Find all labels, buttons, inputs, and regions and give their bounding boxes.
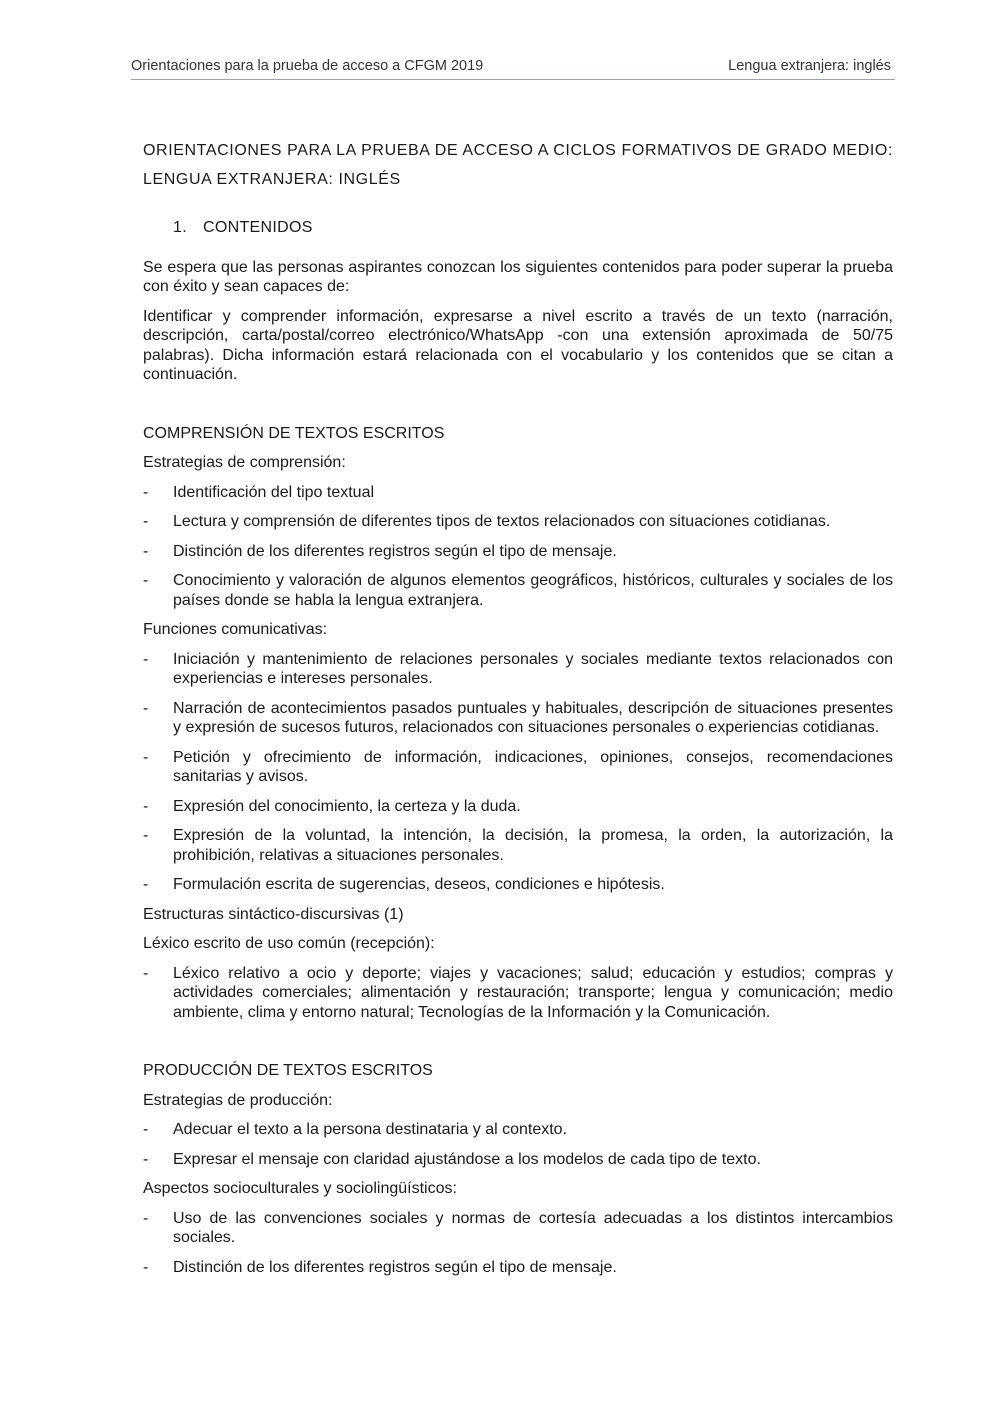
- list-item: - Uso de las convenciones sociales y normas de cortesía adecuadas a los distintos intercambios sociales.: [143, 1209, 893, 1246]
- dash-bullet: -: [143, 513, 149, 530]
- dash-bullet: -: [143, 1150, 149, 1168]
- produccion-heading: PRODUCCIÓN DE TEXTOS ESCRITOS: [143, 1062, 433, 1079]
- list-item: - Expresar el mensaje con claridad ajustándose a los modelos de cada tipo de texto.: [143, 1150, 761, 1168]
- intro-paragraph-2: Identificar y comprender información, expresarse a nivel escrito a través de un texto (narración, descripción, carta/postal/correo electrónico/WhatsApp -con una extensión aproximada de 50/75 palabras). Dicha información estará relacionada con el vocabulario y los contenidos que se citan a continuación.: [143, 307, 893, 383]
- estrategias-comprension-list: [143, 483, 893, 611]
- dash-bullet: -: [143, 797, 149, 815]
- list-item: - Formulación escrita de sugerencias, deseos, condiciones e hipótesis.: [143, 876, 665, 893]
- funciones-label: Funciones comunicativas:: [143, 621, 328, 638]
- header-left-text: Orientaciones para la prueba de acceso a CFGM 2019: [131, 58, 484, 74]
- list-item: - Conocimiento y valoración de algunos elementos geográficos, históricos, culturales y sociales de los países donde se habla la lengua extranjera.: [143, 572, 893, 609]
- list-item: - Expresión de la voluntad, la intención, la decisión, la promesa, la orden, la autorización, la prohibición, relativas a situaciones personales.: [143, 827, 893, 864]
- lexico-label: Léxico escrito de uso común (recepción):: [143, 935, 435, 952]
- dash-bullet: -: [143, 542, 149, 560]
- dash-bullet: -: [143, 964, 149, 982]
- list-item: - Identificación del tipo textual: [143, 483, 375, 501]
- list-item: - Lectura y comprensión de diferentes tipos de textos relacionados con situaciones cotidianas.: [143, 513, 831, 530]
- list-item: - Petición y ofrecimiento de información, indicaciones, opiniones, consejos, recomendaciones sanitarias y avisos.: [143, 748, 893, 785]
- estrategias-produccion-label: Estrategias de producción:: [143, 1091, 333, 1109]
- document-title: ORIENTACIONES PARA LA PRUEBA DE ACCESO A CICLOS FORMATIVOS DE GRADO MEDIO: LENGUA EXTRANJERA: INGLÉS: [143, 142, 893, 188]
- list-item: - Léxico relativo a ocio y deporte; viajes y vacaciones; salud; educación y estudios; compras y actividades comerciales; alimentación y restauración; transporte; lengua y comunicación; medio ambiente, clima y entorno natural; Tecnologías de la Información y la Comunicación.: [143, 964, 893, 1021]
- dash-bullet: -: [143, 1209, 149, 1227]
- intro-paragraph-1: Se espera que las personas aspirantes conozcan los siguientes contenidos para poder superar la prueba con éxito y sean capaces de:: [143, 258, 893, 295]
- funciones-list: [143, 650, 893, 895]
- section-heading-contenidos: [173, 218, 893, 238]
- dash-bullet: -: [143, 699, 149, 717]
- dash-bullet: -: [143, 876, 149, 893]
- section-label: CONTENIDOS: [203, 219, 313, 236]
- list-item: - Adecuar el texto a la persona destinataria y al contexto.: [143, 1121, 568, 1138]
- document-body: [143, 136, 893, 1277]
- section-number: 1.: [173, 219, 187, 236]
- comprension-heading: COMPRENSIÓN DE TEXTOS ESCRITOS: [143, 424, 445, 442]
- page-header: [131, 58, 895, 80]
- estructuras-label: Estructuras sintáctico-discursivas (1): [143, 905, 404, 923]
- dash-bullet: -: [143, 1121, 149, 1138]
- list-item: - Narración de acontecimientos pasados puntuales y habituales, descripción de situaciones presentes y expresión de sucesos futuros, relacionados con situaciones personales o experiencias cotidianas.: [143, 699, 893, 736]
- estrategias-produccion-list: [143, 1120, 893, 1169]
- list-item: - Iniciación y mantenimiento de relaciones personales y sociales mediante textos relacionados con experiencias e intereses personales.: [143, 650, 893, 687]
- dash-bullet: -: [143, 650, 149, 668]
- dash-bullet: -: [143, 483, 149, 501]
- header-right-text: Lengua extranjera: inglés: [728, 58, 891, 74]
- estrategias-comprension-label: Estrategias de comprensión:: [143, 454, 346, 471]
- dash-bullet: -: [143, 827, 149, 844]
- dash-bullet: -: [143, 748, 149, 766]
- list-item: - Expresión del conocimiento, la certeza y la duda.: [143, 797, 521, 815]
- list-item: - Distinción de los diferentes registros según el tipo de mensaje.: [143, 1258, 617, 1276]
- list-item: - Distinción de los diferentes registros según el tipo de mensaje.: [143, 542, 617, 560]
- aspectos-list: [143, 1209, 893, 1278]
- dash-bullet: -: [143, 572, 149, 589]
- dash-bullet: -: [143, 1258, 149, 1276]
- lexico-list: [143, 964, 893, 1023]
- aspectos-label: Aspectos socioculturales y sociolingüísticos:: [143, 1180, 457, 1197]
